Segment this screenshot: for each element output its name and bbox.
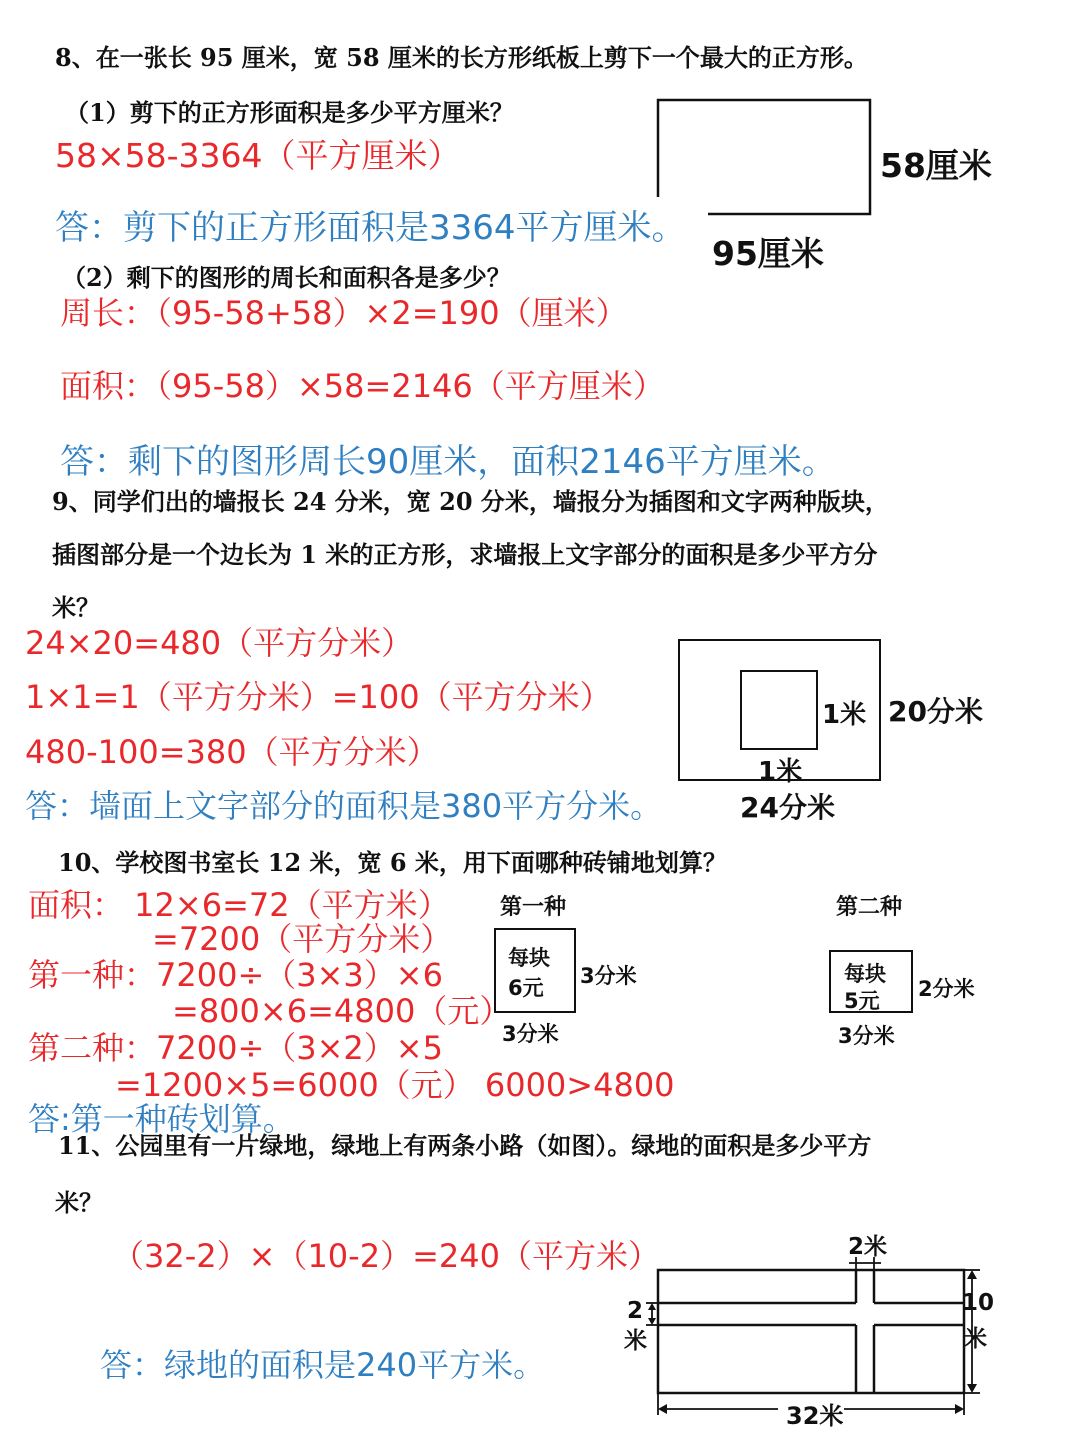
q10-area1: 面积： 12×6=72（平方米） (28, 886, 450, 924)
q8-width-label: 58厘米 (880, 146, 992, 185)
q10-tile1-bottom-label: 3分米 (502, 1022, 559, 1046)
q9-height-label: 20分米 (888, 695, 983, 728)
q11-top-width-label: 2米 (848, 1234, 888, 1260)
q11-left-label-number: 2 (627, 1298, 644, 1324)
q11-left-label-unit: 米 (624, 1328, 647, 1354)
q10-tile2-price-label: 每块 (844, 962, 886, 986)
q8-length-label: 95厘米 (712, 234, 824, 273)
q10-tile1-side-label: 3分米 (580, 964, 637, 988)
q10-tile2-title: 第二种 (836, 895, 903, 920)
q10-first2: =800×6=4800（元） (172, 992, 512, 1030)
q9-calc3: 480-100=380（平方分米） (25, 733, 439, 771)
q9-line1: 9、同学们出的墙报长 24 分米，宽 20 分米，墙报分为插图和文字两种版块， (52, 487, 889, 516)
q8-answer1: 答：剪下的正方形面积是3364平方厘米。 (55, 208, 686, 248)
q10-tile2-side-label: 2分米 (918, 977, 975, 1001)
q10-tile1-price-label: 每块 (508, 946, 550, 970)
q10-second2: =1200×5=6000（元） 6000>4800 (115, 1066, 675, 1104)
q11-answer: 答：绿地的面积是240平方米。 (100, 1346, 546, 1384)
q10-title: 10、学校图书室长 12 米，宽 6 米，用下面哪种砖铺地划算？ (58, 848, 727, 877)
q9-inner-side-label: 1米 (822, 700, 867, 730)
q10-answer: 答:第一种砖划算。 (28, 1100, 295, 1138)
q10-area2: =7200（平方分米） (152, 920, 453, 958)
q8-sub1: （1）剪下的正方形面积是多少平方厘米？ (65, 98, 514, 127)
q9-picture-square (740, 670, 818, 750)
q8-calc1: 58×58-3364（平方厘米） (55, 136, 461, 175)
q10-tile2-bottom-label: 3分米 (838, 1024, 895, 1048)
q8-area: 面积：（95-58）×58=2146（平方厘米） (60, 367, 665, 405)
q9-calc1: 24×20=480（平方分米） (25, 624, 414, 662)
q9-line3: 米？ (52, 593, 100, 622)
q9-answer: 答：墙面上文字部分的面积是380平方分米。 (25, 787, 663, 825)
q10-tile2-price: 5元 (844, 989, 880, 1013)
q11-bottom-length-label: 32米 (786, 1402, 844, 1430)
q11-right-label-unit: 米 (964, 1326, 987, 1352)
q9-line2: 插图部分是一个边长为 1 米的正方形，求墙报上文字部分的面积是多少平方分 (52, 540, 878, 569)
q8-title: 8、在一张长 95 厘米，宽 58 厘米的长方形纸板上剪下一个最大的正方形。 (55, 43, 868, 72)
q8-rectangle-figure (650, 92, 880, 222)
q11-line2: 米？ (55, 1188, 103, 1217)
q9-length-label: 24分米 (740, 791, 835, 824)
q8-answer2: 答：剩下的图形周长90厘米，面积2146平方厘米。 (60, 442, 836, 482)
q10-tile1-title: 第一种 (500, 895, 567, 920)
q10-tile1-price: 6元 (508, 976, 544, 1000)
q10-first1: 第一种：7200÷（3×3）×6 (28, 956, 443, 994)
q11-right-label-number: 10 (962, 1290, 995, 1316)
q11-line1: 11、公园里有一片绿地，绿地上有两条小路（如图）。绿地的面积是多少平方 (58, 1131, 872, 1160)
q9-inner-bottom-label: 1米 (758, 757, 803, 787)
q8-perimeter: 周长：（95-58+58）×2=190（厘米） (60, 294, 628, 332)
q11-park-figure (600, 1225, 1020, 1425)
q10-second1: 第二种：7200÷（3×2）×5 (28, 1029, 443, 1067)
q11-calc: （32-2）×（10-2）=240（平方米） (112, 1237, 660, 1275)
q9-calc2: 1×1=1（平方分米）=100（平方分米） (25, 678, 612, 716)
q8-sub2: （2）剩下的图形的周长和面积各是多少？ (62, 263, 511, 292)
